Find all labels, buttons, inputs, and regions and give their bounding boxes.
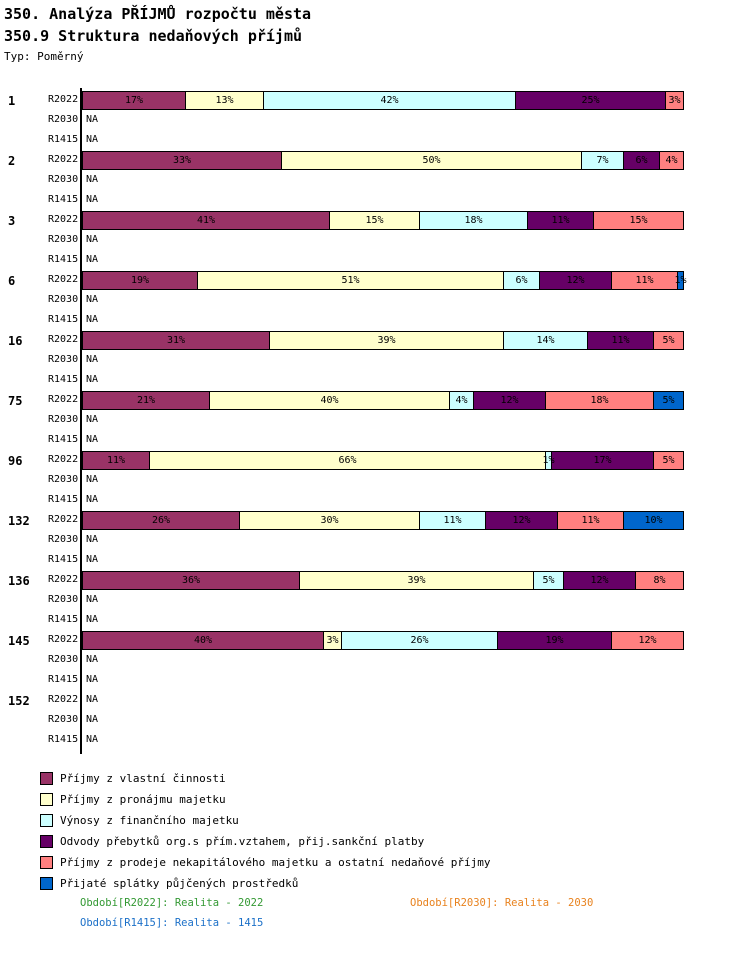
bar-segment <box>653 332 683 349</box>
na-value: NA <box>86 194 99 205</box>
row-label: R1415 <box>48 494 79 505</box>
segment-value-label: 4% <box>455 395 468 406</box>
na-value: NA <box>86 414 99 425</box>
stacked-bar <box>82 631 684 650</box>
segment-value-label: 33% <box>172 155 192 166</box>
na-value: NA <box>86 654 99 665</box>
bar-segment <box>611 632 683 649</box>
group-label: 132 <box>8 514 30 528</box>
row-label: R2022 <box>48 214 79 225</box>
stacked-bar <box>82 271 687 290</box>
bar-segment <box>263 92 515 109</box>
bar-segment <box>527 212 593 229</box>
group-label: 136 <box>8 574 30 588</box>
page-subtitle: 350.9 Struktura nedaňových příjmů <box>4 27 303 45</box>
bar-segment <box>449 392 473 409</box>
segment-value-label: 36% <box>181 575 201 586</box>
segment-value-label: 5% <box>662 395 675 406</box>
group-label: 96 <box>8 454 23 468</box>
row-label: R2030 <box>48 354 79 365</box>
na-value: NA <box>86 174 99 185</box>
segment-value-label: 40% <box>193 635 213 646</box>
bar-segment <box>83 392 209 409</box>
bar-segment <box>557 512 623 529</box>
bar-segment <box>611 272 677 289</box>
row-label: R2022 <box>48 274 79 285</box>
row-label: R1415 <box>48 194 79 205</box>
row-label: R1415 <box>48 554 79 565</box>
group-label: 152 <box>8 694 30 708</box>
segment-value-label: 25% <box>581 95 600 106</box>
row-label: R2022 <box>48 634 79 645</box>
bar-segment <box>329 212 419 229</box>
na-value: NA <box>86 614 99 625</box>
stacked-bar <box>82 571 684 590</box>
stacked-bar <box>82 211 684 230</box>
row-label: R1415 <box>48 374 79 385</box>
period-note: Období[R2030]: Realita - 2030 <box>410 897 594 909</box>
bar-segment <box>551 452 653 469</box>
bar-segment <box>83 212 329 229</box>
row-label: R2022 <box>48 94 79 105</box>
segment-value-label: 11% <box>106 455 126 466</box>
row-label: R2022 <box>48 574 79 585</box>
segment-value-label: 5% <box>662 455 675 466</box>
row-label: R2030 <box>48 474 79 485</box>
segment-value-label: 12% <box>500 395 519 406</box>
bar-segment <box>341 632 497 649</box>
na-value: NA <box>86 354 99 365</box>
na-value: NA <box>86 374 99 385</box>
na-value: NA <box>86 254 99 265</box>
bar-segment <box>323 632 341 649</box>
bar-segment <box>533 572 563 589</box>
row-label: R2022 <box>48 334 79 345</box>
segment-value-label: 11% <box>635 275 654 286</box>
segment-value-label: 11% <box>551 215 570 226</box>
segment-value-label: 14% <box>536 335 555 346</box>
bar-segment <box>653 392 683 409</box>
legend-label: Odvody přebytků org.s přím.vztahem, přij.sankční platby <box>60 834 425 848</box>
bar-segment <box>674 272 687 289</box>
chart-type-label: Typ: Poměrný <box>4 50 84 63</box>
bar-segment <box>623 512 683 529</box>
segment-value-label: 26% <box>410 635 429 646</box>
stacked-bar <box>82 391 684 410</box>
stacked-bar <box>82 451 684 470</box>
group-label: 6 <box>8 274 16 288</box>
bar-segment <box>83 332 269 349</box>
legend-label: Příjmy z pronájmu majetku <box>60 792 226 806</box>
segment-value-label: 19% <box>130 275 150 286</box>
bar-segment <box>83 152 281 169</box>
segment-value-label: 26% <box>151 515 171 526</box>
segment-value-label: 3% <box>668 95 681 106</box>
bar-segment <box>587 332 653 349</box>
bar-segment <box>563 572 635 589</box>
legend-item <box>40 834 424 848</box>
na-value: NA <box>86 474 99 485</box>
y-axis-line <box>80 88 82 754</box>
row-label: R2030 <box>48 594 79 605</box>
bar-segment <box>83 272 197 289</box>
segment-value-label: 8% <box>653 575 666 586</box>
row-label: R2022 <box>48 154 79 165</box>
segment-value-label: 6% <box>635 155 648 166</box>
segment-value-label: 6% <box>515 275 528 286</box>
bar-segment <box>197 272 503 289</box>
segment-value-label: 12% <box>590 575 609 586</box>
bar-segment <box>419 512 485 529</box>
legend-item <box>40 855 490 869</box>
segment-value-label: 1% <box>674 275 687 286</box>
segment-value-label: 15% <box>629 215 648 226</box>
bar-segment <box>83 572 299 589</box>
legend-label: Výnosy z finančního majetku <box>60 813 239 827</box>
row-label: R2030 <box>48 234 79 245</box>
row-label: R2022 <box>48 694 79 705</box>
row-label: R2022 <box>48 514 79 525</box>
segment-value-label: 30% <box>320 515 339 526</box>
legend-swatch <box>40 814 53 827</box>
stacked-bar <box>82 91 684 110</box>
segment-value-label: 12% <box>638 635 657 646</box>
segment-value-label: 5% <box>542 575 555 586</box>
bar-segment <box>185 92 263 109</box>
bar-segment <box>281 152 581 169</box>
row-label: R1415 <box>48 434 79 445</box>
bar-segment <box>515 92 665 109</box>
segment-value-label: 10% <box>644 515 663 526</box>
segment-value-label: 13% <box>215 95 234 106</box>
page-title: 350. Analýza PŘÍJMŮ rozpočtu města <box>4 5 312 23</box>
bar-segment <box>83 632 323 649</box>
legend-item <box>40 792 226 806</box>
segment-value-label: 19% <box>545 635 564 646</box>
na-value: NA <box>86 294 99 305</box>
bar-segment <box>503 272 539 289</box>
bar-segment <box>299 572 533 589</box>
row-label: R2022 <box>48 394 79 405</box>
row-label: R1415 <box>48 254 79 265</box>
bar-segment <box>665 92 683 109</box>
legend-item <box>40 813 239 827</box>
row-label: R1415 <box>48 674 79 685</box>
group-label: 3 <box>8 214 16 228</box>
row-label: R2030 <box>48 534 79 545</box>
row-label: R2030 <box>48 174 79 185</box>
legend-swatch <box>40 877 53 890</box>
segment-value-label: 1% <box>542 455 555 466</box>
group-label: 1 <box>8 94 16 108</box>
segment-value-label: 17% <box>124 95 144 106</box>
row-label: R1415 <box>48 734 79 745</box>
bar-segment <box>83 512 239 529</box>
bar-segment <box>473 392 545 409</box>
bar-segment <box>239 512 419 529</box>
segment-value-label: 18% <box>464 215 483 226</box>
na-value: NA <box>86 554 99 565</box>
segment-value-label: 11% <box>443 515 462 526</box>
segment-value-label: 4% <box>665 155 678 166</box>
segment-value-label: 31% <box>166 335 186 346</box>
segment-value-label: 7% <box>596 155 609 166</box>
row-label: R2030 <box>48 654 79 665</box>
na-value: NA <box>86 714 99 725</box>
na-value: NA <box>86 314 99 325</box>
legend-label: Přijaté splátky půjčených prostředků <box>60 876 299 890</box>
bar-segment <box>419 212 527 229</box>
segment-value-label: 51% <box>341 275 360 286</box>
segment-value-label: 42% <box>380 95 399 106</box>
legend-swatch <box>40 793 53 806</box>
bar-segment <box>581 152 623 169</box>
stacked-bar <box>82 151 684 170</box>
segment-value-label: 11% <box>581 515 600 526</box>
segment-value-label: 50% <box>422 155 441 166</box>
segment-value-label: 12% <box>512 515 531 526</box>
segment-value-label: 21% <box>136 395 156 406</box>
na-value: NA <box>86 734 99 745</box>
bar-segment <box>623 152 659 169</box>
group-label: 75 <box>8 394 23 408</box>
segment-value-label: 5% <box>662 335 675 346</box>
group-label: 145 <box>8 634 30 648</box>
na-value: NA <box>86 674 99 685</box>
segment-value-label: 12% <box>566 275 585 286</box>
bar-segment <box>635 572 683 589</box>
row-label: R2030 <box>48 414 79 425</box>
row-label: R1415 <box>48 134 79 145</box>
bar-segment <box>83 452 149 469</box>
legend-item <box>40 876 298 890</box>
row-label: R2030 <box>48 114 79 125</box>
segment-value-label: 11% <box>611 335 630 346</box>
segment-value-label: 39% <box>407 575 426 586</box>
segment-value-label: 15% <box>365 215 384 226</box>
na-value: NA <box>86 594 99 605</box>
row-label: R1415 <box>48 614 79 625</box>
bar-segment <box>539 272 611 289</box>
segment-value-label: 40% <box>320 395 339 406</box>
group-label: 2 <box>8 154 16 168</box>
segment-value-label: 17% <box>593 455 612 466</box>
period-note: Období[R2022]: Realita - 2022 <box>80 897 264 909</box>
bar-segment <box>269 332 503 349</box>
na-value: NA <box>86 534 99 545</box>
row-label: R1415 <box>48 314 79 325</box>
segment-value-label: 3% <box>326 635 339 646</box>
legend-item <box>40 771 226 785</box>
bar-segment <box>497 632 611 649</box>
row-label: R2022 <box>48 454 79 465</box>
na-value: NA <box>86 234 99 245</box>
bar-segment <box>659 152 683 169</box>
na-value: NA <box>86 114 99 125</box>
bar-segment <box>653 452 683 469</box>
legend-swatch <box>40 772 53 785</box>
legend-swatch <box>40 835 53 848</box>
na-value: NA <box>86 494 99 505</box>
na-value: NA <box>86 694 99 705</box>
na-value: NA <box>86 434 99 445</box>
row-label: R2030 <box>48 294 79 305</box>
segment-value-label: 18% <box>590 395 609 406</box>
period-note: Období[R1415]: Realita - 1415 <box>80 917 264 929</box>
stacked-bar <box>82 511 684 530</box>
bar-segment <box>593 212 683 229</box>
bar-segment <box>149 452 545 469</box>
bar-segment <box>545 392 653 409</box>
stacked-bar <box>82 331 684 350</box>
group-label: 16 <box>8 334 23 348</box>
segment-value-label: 66% <box>338 455 357 466</box>
legend-swatch <box>40 856 53 869</box>
legend-label: Příjmy z vlastní činnosti <box>60 771 226 785</box>
bar-segment <box>209 392 449 409</box>
legend-label: Příjmy z prodeje nekapitálového majetku a ostatní nedaňové příjmy <box>60 855 491 869</box>
segment-value-label: 39% <box>377 335 396 346</box>
na-value: NA <box>86 134 99 145</box>
bar-segment <box>83 92 185 109</box>
bar-segment <box>485 512 557 529</box>
row-label: R2030 <box>48 714 79 725</box>
segment-value-label: 41% <box>196 215 216 226</box>
bar-segment <box>503 332 587 349</box>
